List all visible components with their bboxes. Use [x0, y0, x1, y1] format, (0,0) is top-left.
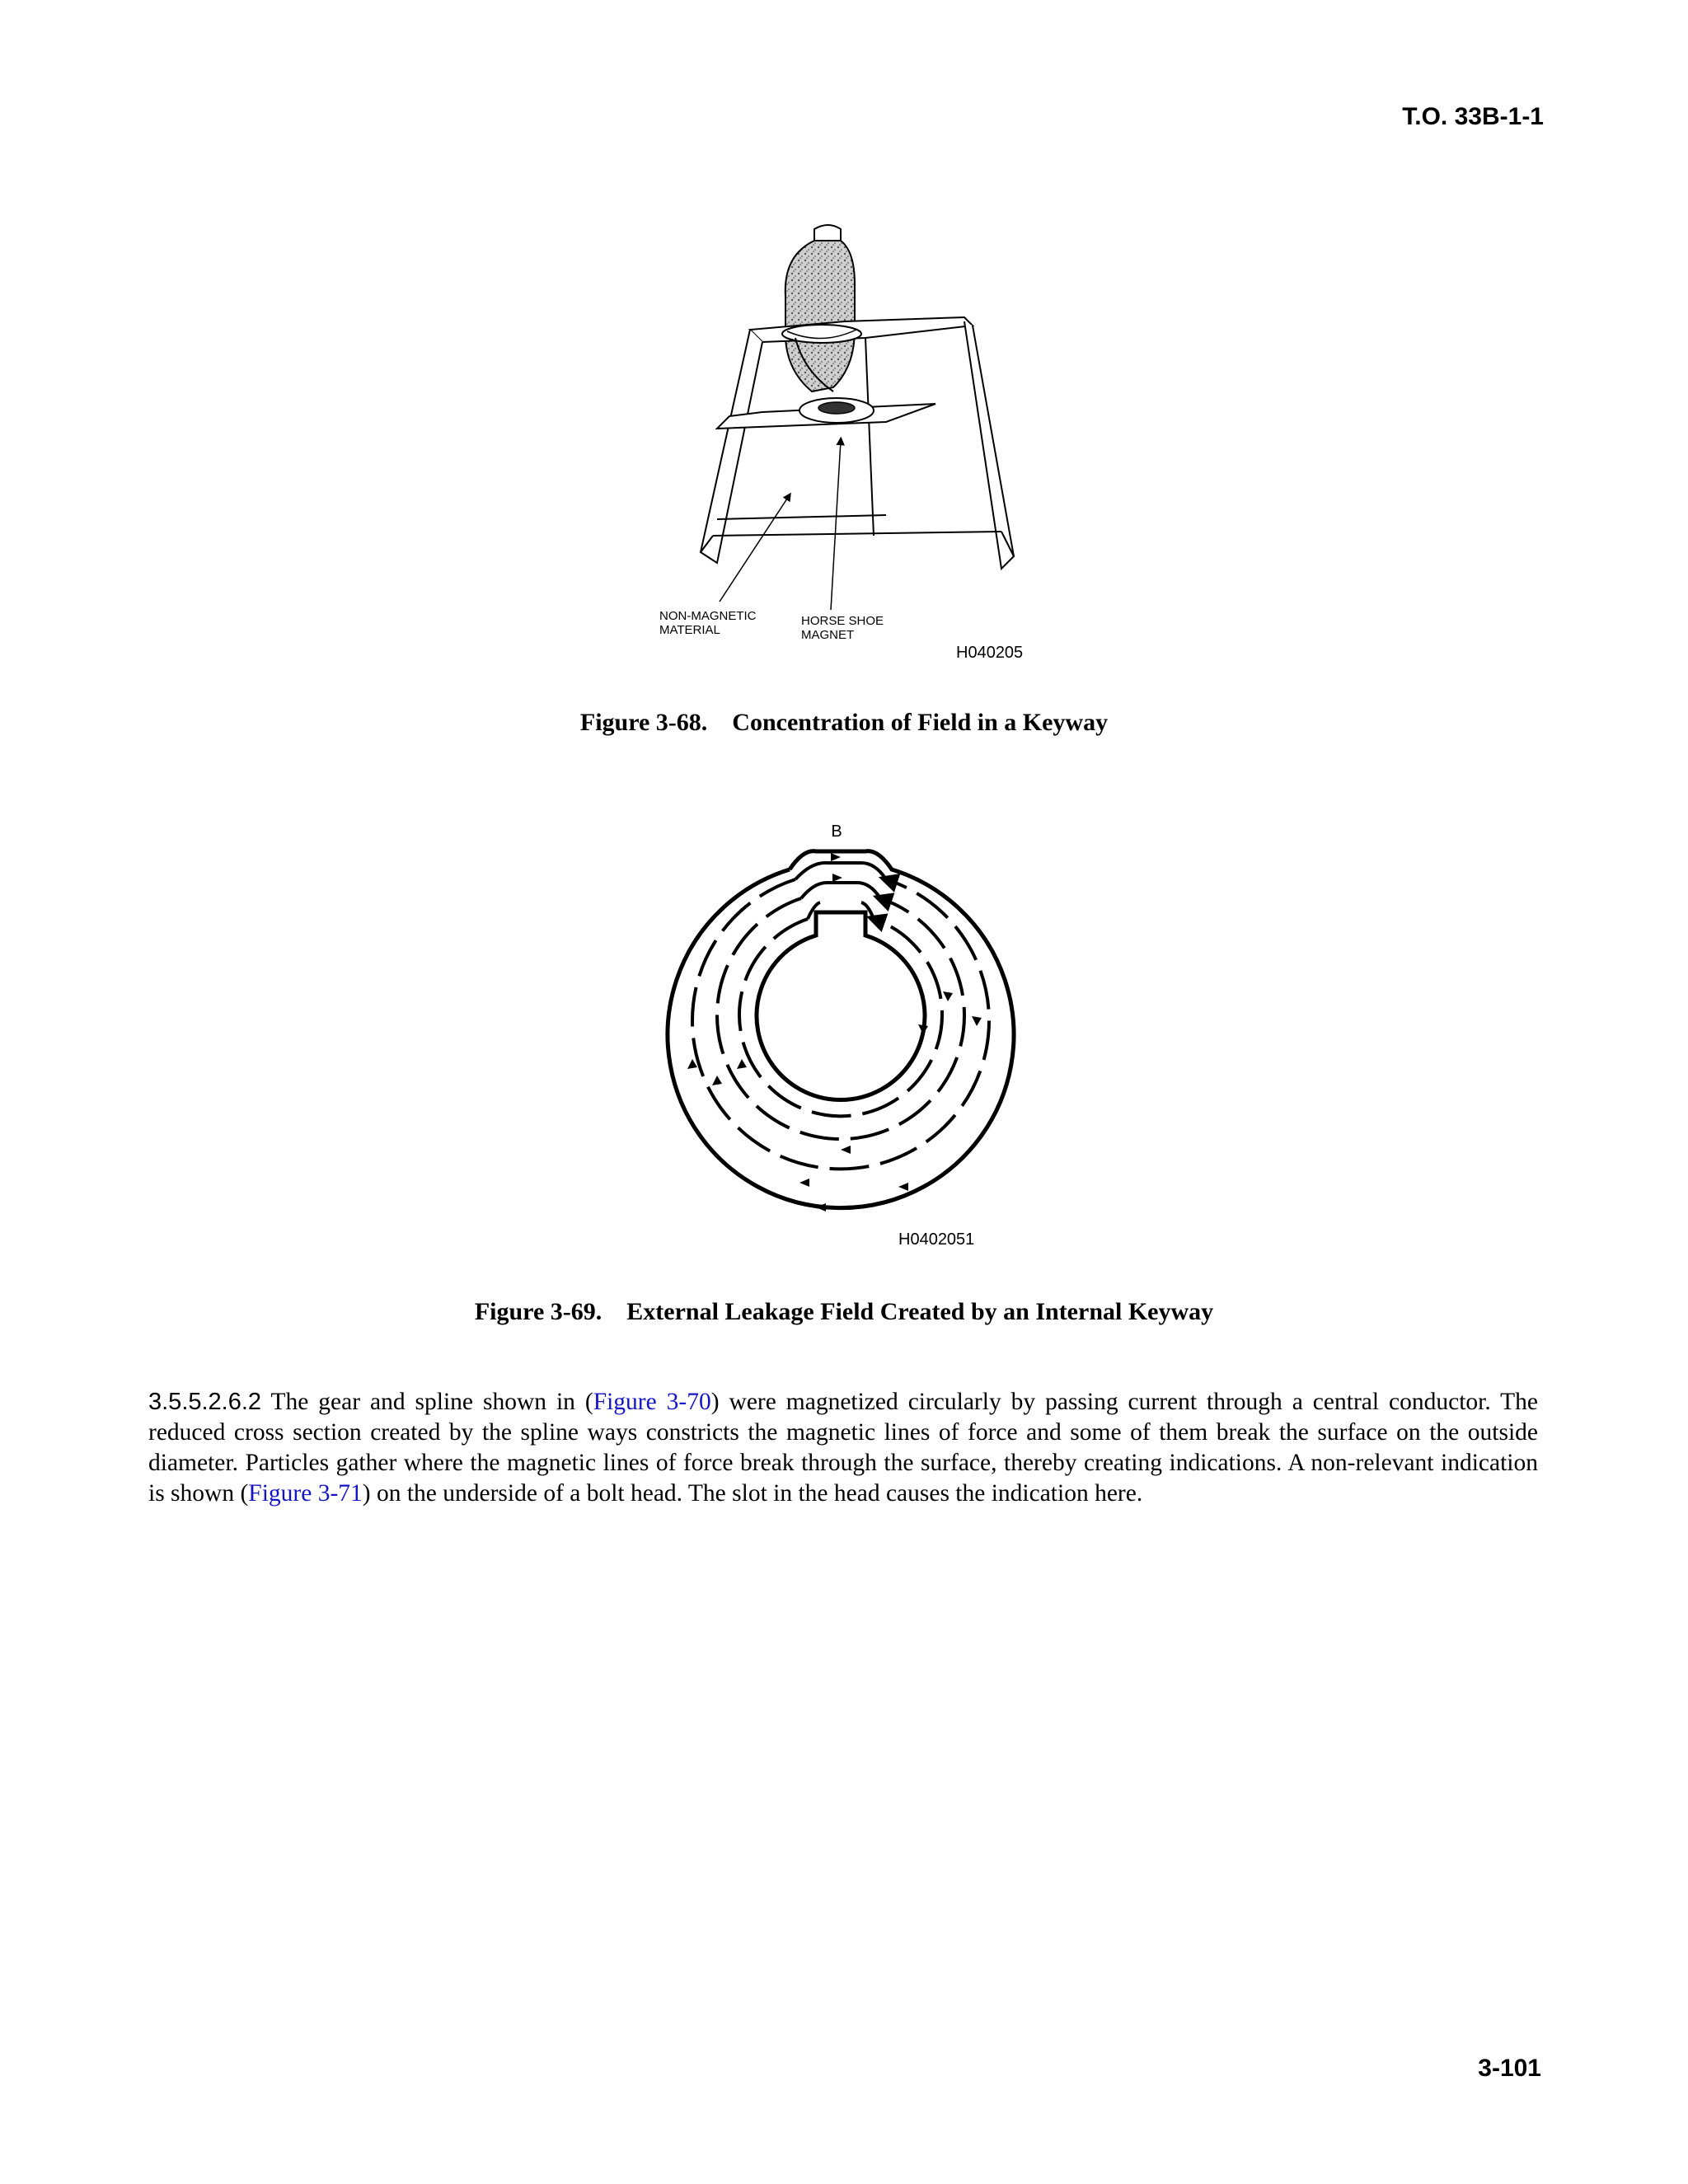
page-number: 3-101	[1478, 2055, 1541, 2082]
figure-68-code: H040205	[956, 644, 1024, 662]
label-non-magnetic-1: NON-MAGNETIC	[659, 609, 757, 623]
figure-3-69-caption: Figure 3-69. External Leakage Field Created by an Internal Keyway	[474, 1298, 1214, 1325]
label-b: B	[831, 823, 842, 841]
label-non-magnetic-2: MATERIAL	[659, 623, 720, 637]
figure-3-68-caption: Figure 3-68. Concentration of Field in a Keyway	[579, 709, 1109, 736]
figure-3-68-illustration	[639, 206, 1051, 672]
paragraph-text-b: ) were magnetized circularly by passing current through a central conductor. The reduced cross section created by the spline ways constricts the magnetic lines of force and some of them break the surface on the outside diameter. Particles gather where the magnetic lines of force break through the surface, thereby creating indications. A non-relevant indication is shown (	[148, 1389, 1538, 1507]
paragraph-text-a: The gear and spline shown in (	[261, 1389, 593, 1415]
link-figure-3-71[interactable]: Figure 3-71	[248, 1480, 363, 1507]
body-paragraph	[148, 1387, 1538, 1509]
label-horseshoe-1: HORSE SHOE	[801, 614, 884, 628]
label-horseshoe-2: MAGNET	[801, 628, 855, 642]
figure-69-code: H0402051	[898, 1230, 975, 1249]
paragraph-text-c: ) on the underside of a bolt head. The slot in the head causes the indication here.	[362, 1480, 1143, 1507]
document-id-header: T.O. 33B-1-1	[1402, 103, 1544, 130]
figure-3-69-diagram	[651, 812, 1030, 1257]
paragraph-number: 3.5.5.2.6.2	[148, 1389, 262, 1415]
link-figure-3-70[interactable]: Figure 3-70	[593, 1389, 711, 1415]
